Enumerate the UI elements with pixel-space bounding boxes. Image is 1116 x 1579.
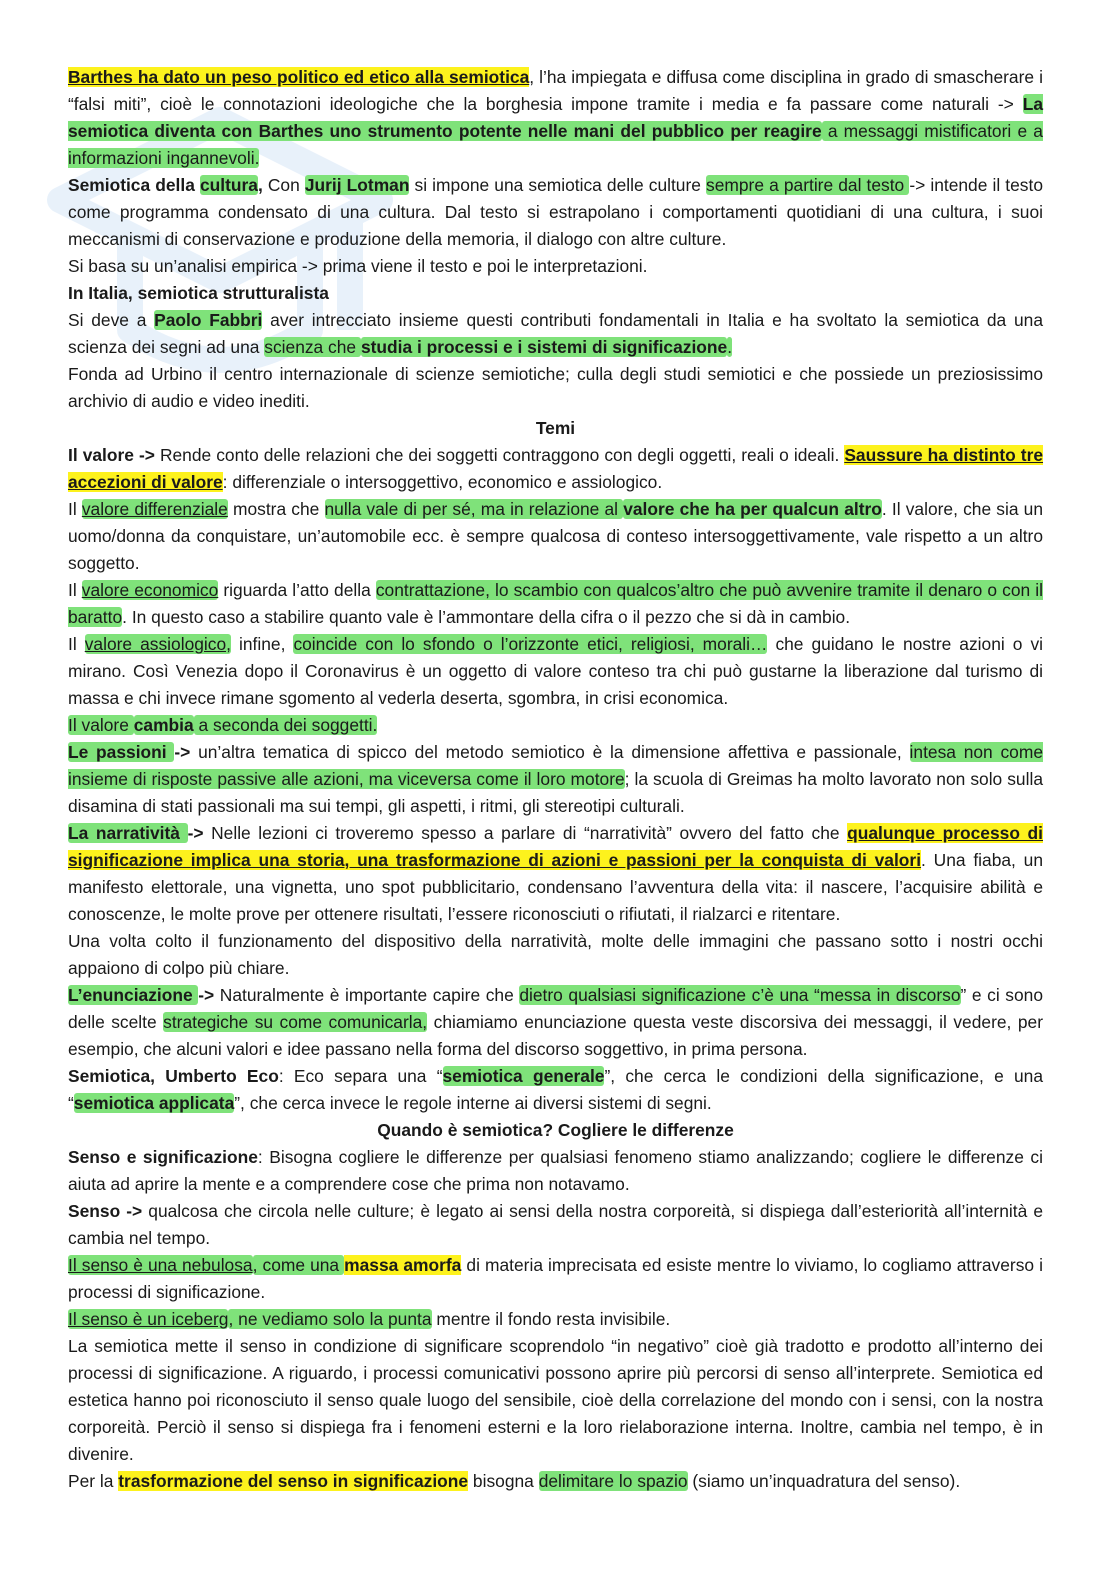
highlighted-text: valore differenziale: [81, 499, 228, 519]
highlighted-text: Senso ->: [68, 1201, 143, 1221]
text-run: Nelle lezioni ci troveremo spesso a parlare di “narratività” ovvero del fatto che: [203, 823, 848, 843]
text-run: riguarda l’atto della: [218, 580, 376, 600]
highlighted-text: Il senso è un iceberg: [68, 1309, 229, 1329]
highlighted-text: Jurij Lotman: [304, 175, 410, 195]
text-run: La semiotica mette il senso in condizione di significare scoprendolo “in negativo” cioè già tradotto e prodotto all’interno dei processi di significazione. A riguardo, i processi comunicativi possono aprire più percorsi di senso all’interprete. Semiotica ed estetica hanno poi riconosciuto il senso quale luogo del sensibile, cioè della correlazione del mondo con i sensi, con la nostra corporeità. Perciò il senso si dispiega fra i fenomeni esterni e la loro rielaborazione interna. Inoltre, cambia nel tempo, è in divenire.: [68, 1336, 1043, 1464]
text-run: bisogna: [468, 1471, 539, 1491]
highlighted-text: Senso e significazione: [68, 1147, 258, 1167]
text-run: ; la scuola di Greimas ha molto lavorato non solo sulla disamina di stati passionali ma sui tempi, gli aspetti, i ritmi, gli stereotipi culturali.: [68, 769, 1043, 816]
highlighted-text: qualunque processo di significazione implica una storia, una trasformazione di azioni e passioni per la conquista di valori: [68, 823, 1043, 870]
text-run: mostra che: [227, 499, 325, 519]
highlighted-text: cultura: [199, 175, 258, 195]
highlighted-text: semiotica applicata: [73, 1093, 235, 1113]
text-run: Naturalmente è importante capire che: [214, 985, 520, 1005]
highlighted-text: ,: [257, 175, 268, 195]
highlighted-text: sempre a partire dal testo: [706, 175, 910, 195]
document-body: [68, 64, 1043, 1495]
highlighted-text: , ne vediamo solo la punta: [228, 1309, 432, 1329]
highlighted-text: La semiotica diventa con Barthes uno strumento potente nelle mani del pubblico per reagire: [68, 94, 1043, 141]
paragraph: [68, 1063, 1043, 1117]
text-run: : Bisogna cogliere le differenze per qualsiasi fenomeno stiamo analizzando; cogliere le differenze ci aiuta ad aprire la mente e a comprendere cose che prima non notavamo.: [68, 1147, 1043, 1194]
text-run: . In questo caso a stabilire quanto vale è l’ammontare della cifra o il pezzo che si dà in cambio.: [122, 607, 851, 627]
text-run: : Eco separa una “: [278, 1066, 443, 1086]
paragraph: [68, 577, 1043, 631]
paragraph: [68, 496, 1043, 577]
text-run: , l’ha impiegata e diffusa come disciplina in grado di smascherare i “falsi miti”, cioè le connotazioni ideologiche che la borghesia impone tramite i media e fa passare come naturali ->: [68, 67, 1043, 114]
text-run: Il: [68, 499, 82, 519]
text-run: Si deve a: [68, 310, 155, 330]
text-run: si impone una semiotica delle culture: [409, 175, 707, 195]
highlighted-text: In Italia, semiotica strutturalista: [68, 283, 329, 303]
text-run: -> intende il testo come programma condensato di una cultura. Dal testo si estrapolano i comportamenti quotidiani di una cultura, i suoi meccanismi di conservazione e produzione della memoria, il dialogo con altre culture.: [68, 175, 1043, 249]
paragraph: [68, 1306, 1043, 1333]
text-run: qualcosa che circola nelle culture; è legato ai sensi della nostra corporeità, si dispiega dall’esteriorità all’internità e cambia nel tempo.: [68, 1201, 1044, 1248]
text-run: Con: [267, 175, 305, 195]
text-run: mentre il fondo resta invisibile.: [431, 1309, 671, 1329]
text-run: chiamiamo enunciazione questa veste discorsiva dei messaggi, il vedere, per esempio, che alcuni valori e idee passano nella forma del discorso soggettivo, in prima persona.: [68, 1012, 1043, 1059]
text-run: Si basa su un’analisi empirica -> prima viene il testo e poi le interpretazioni.: [68, 256, 648, 276]
highlighted-text: valore assiologico,: [84, 634, 231, 654]
text-run: Rende conto delle relazioni che dei soggetti contraggono con degli oggetti, reali o ideali.: [154, 445, 845, 465]
highlighted-text: strategiche su come comunicarla,: [163, 1012, 428, 1032]
paragraph: [68, 64, 1043, 172]
highlighted-text: Barthes ha dato un peso politico ed etico alla semiotica: [68, 67, 530, 87]
paragraph: [68, 280, 1043, 307]
highlighted-text: a messaggi mistificatori e a informazioni ingannevoli.: [68, 121, 1043, 168]
paragraph: [68, 1144, 1043, 1198]
text-run: : differenziale o intersoggettivo, economico e assiologico.: [222, 472, 663, 492]
text-run: Il: [68, 634, 85, 654]
text-run: Quando è semiotica? Cogliere le differenze: [377, 1120, 734, 1140]
highlighted-text: Paolo Fabbri: [154, 310, 263, 330]
highlighted-text: Il valore: [68, 715, 134, 735]
highlighted-text: massa amorfa: [344, 1255, 462, 1275]
text-run: (siamo un’inquadratura del senso).: [687, 1471, 961, 1491]
paragraph: [68, 253, 1043, 280]
text-run: Una volta colto il funzionamento del dispositivo della narratività, molte delle immagini che passano sotto i nostri occhi appaiono di colpo più chiare.: [68, 931, 1043, 978]
highlighted-text: dietro qualsiasi significazione c’è una “messa in discorso: [519, 985, 961, 1005]
text-run: . Il valore, che sia un uomo/donna da conquistare, un’automobile ecc. è sempre qualcosa di conteso intersoggettivamente, vale rispetto a un altro soggetto.: [68, 499, 1043, 573]
highlighted-text: La narratività: [68, 823, 188, 843]
highlighted-text: Il senso è una nebulosa: [68, 1255, 253, 1275]
text-run: . Una fiaba, un manifesto elettorale, una vignetta, uno spot pubblicitario, condensano l’avventura della vita: il nascere, l’acquisire abilità e conoscenze, le molte prove per ottenere risultati, l’essere riconosciuti o rifiutati, il rialzarci e ritentare.: [68, 850, 1043, 924]
paragraph: [68, 631, 1043, 712]
section-heading: [68, 415, 1043, 442]
paragraph: [68, 172, 1043, 253]
section-heading: [68, 1117, 1043, 1144]
highlighted-text: valore che ha per qualcun altro: [623, 499, 882, 519]
paragraph: [68, 739, 1043, 820]
highlighted-text: L’enunciazione: [68, 985, 199, 1005]
highlighted-text: Le passioni: [68, 742, 175, 762]
text-run: infine,: [230, 634, 294, 654]
paragraph: [68, 1468, 1043, 1495]
highlighted-text: ->: [174, 742, 191, 762]
highlighted-text: Saussure ha distinto tre accezioni di valore: [68, 445, 1044, 492]
paragraph: [68, 442, 1043, 496]
highlighted-text: semiotica generale: [442, 1066, 605, 1086]
highlighted-text: , come una: [252, 1255, 345, 1275]
text-run: Il: [68, 580, 82, 600]
text-run: ”, che cerca le condizioni della significazione, e una “: [68, 1066, 1043, 1113]
paragraph: [68, 361, 1043, 415]
highlighted-text: Semiotica, Umberto Eco: [68, 1066, 279, 1086]
highlighted-text: valore economico: [81, 580, 219, 600]
text-run: che guidano le nostre azioni o vi mirano. Così Venezia dopo il Coronavirus è un oggetto di valore conteso tra chi può gustarne la liberazione dal turismo di massa e chi invece rimane sgomento al vederla deserta, sgombra, in crisi economica.: [68, 634, 1044, 708]
highlighted-text: studia i processi e i sistemi di significazione: [360, 337, 728, 357]
highlighted-text: ->: [198, 985, 215, 1005]
paragraph: [68, 307, 1043, 361]
paragraph: [68, 820, 1043, 928]
highlighted-text: scienza che: [264, 337, 361, 357]
highlighted-text: delimitare lo spazio: [538, 1471, 688, 1491]
highlighted-text: .: [727, 337, 733, 357]
highlighted-text: Semiotica della: [68, 175, 200, 195]
paragraph: [68, 982, 1043, 1063]
paragraph: [68, 928, 1043, 982]
paragraph: [68, 712, 1043, 739]
paragraph: [68, 1252, 1043, 1306]
text-run: un’altra tematica di spicco del metodo semiotico è la dimensione affettiva e passionale,: [190, 742, 910, 762]
text-run: aver intrecciato insieme questi contributi fondamentali in Italia e ha svoltato la semiotica da una scienza dei segni ad una: [68, 310, 1044, 357]
text-run: ” e ci sono delle scelte: [68, 985, 1043, 1032]
highlighted-text: trasformazione del senso in significazione: [118, 1471, 469, 1491]
highlighted-text: coincide con lo sfondo o l’orizzonte etici, religiosi, morali…: [293, 634, 768, 654]
highlighted-text: cambia: [133, 715, 194, 735]
text-run: ”, che cerca invece le regole interne ai diversi sistemi di segni.: [234, 1093, 712, 1113]
text-run: Per la: [68, 1471, 119, 1491]
text-run: Fonda ad Urbino il centro internazionale di scienze semiotiche; culla degli studi semiotici e che possiede un preziosissimo archivio di audio e video inediti.: [68, 364, 1043, 411]
highlighted-text: contrattazione, lo scambio con qualcos’altro che può avvenire tramite il denaro o con il baratto: [68, 580, 1043, 627]
highlighted-text: a seconda dei soggetti.: [193, 715, 378, 735]
highlighted-text: nulla vale di per sé, ma in relazione al: [324, 499, 624, 519]
paragraph: [68, 1198, 1043, 1252]
text-run: Temi: [535, 418, 576, 438]
highlighted-text: Il valore ->: [68, 445, 155, 465]
paragraph: [68, 1333, 1043, 1468]
highlighted-text: intesa non come insieme di risposte passive alle azioni, ma viceversa come il loro motore: [68, 742, 1043, 789]
text-run: di materia imprecisata ed esiste mentre lo viviamo, lo cogliamo attraverso i processi di significazione.: [68, 1255, 1043, 1302]
highlighted-text: ->: [187, 823, 204, 843]
